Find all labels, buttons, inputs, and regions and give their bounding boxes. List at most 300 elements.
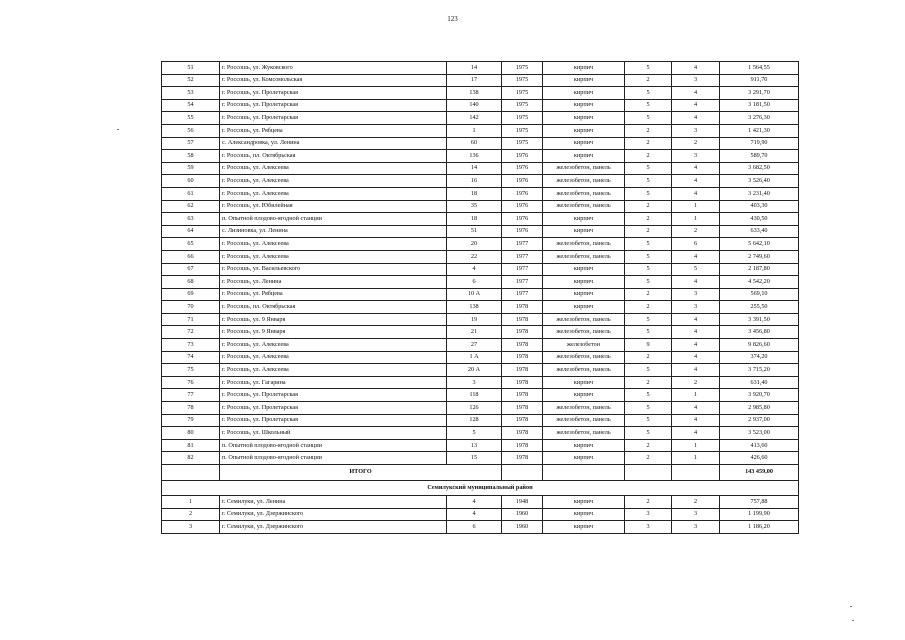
total-area-cell: 255,50	[720, 301, 799, 314]
table-row	[162, 301, 799, 314]
build-year-cell: 1977	[502, 276, 543, 289]
row-number-cell: 51	[162, 62, 220, 75]
row-number-cell: 70	[162, 301, 220, 314]
build-year-cell: 1978	[502, 326, 543, 339]
address-cell: г. Россошь, ул. Пролетарская	[220, 112, 447, 125]
wall-material-cell: кирпич	[543, 496, 625, 509]
total-area-cell: 3 181,50	[720, 99, 799, 112]
total-area-cell: 9 826,60	[720, 339, 799, 352]
floors-count-cell: 2	[625, 496, 672, 509]
table-row	[162, 187, 799, 200]
total-area-cell: 3 456,80	[720, 326, 799, 339]
wall-material-cell: кирпич	[543, 521, 625, 534]
house-number-cell: 27	[447, 339, 502, 352]
entrances-count-cell: 2	[672, 376, 720, 389]
house-number-cell: 4	[447, 496, 502, 509]
build-year-cell: 1976	[502, 225, 543, 238]
table-row	[162, 439, 799, 452]
floors-count-cell: 3	[625, 521, 672, 534]
row-number-cell: 62	[162, 200, 220, 213]
entrances-count-cell: 4	[672, 414, 720, 427]
house-number-cell: 15	[447, 452, 502, 465]
row-number-cell: 1	[162, 496, 220, 509]
table-row	[162, 225, 799, 238]
wall-material-cell: кирпич	[543, 301, 625, 314]
section-title: Семилукский муниципальный район	[162, 481, 799, 496]
house-number-cell: 140	[447, 99, 502, 112]
address-cell: г. Россошь, ул. Алексеева	[220, 162, 447, 175]
address-cell: г. Россошь, ул. Васильевского	[220, 263, 447, 276]
total-area-cell: 719,90	[720, 137, 799, 150]
total-area-cell: 3 920,70	[720, 389, 799, 402]
table-row	[162, 452, 799, 465]
address-cell: г. Россошь, ул. Рябцева	[220, 124, 447, 137]
build-year-cell: 1977	[502, 288, 543, 301]
house-number-cell: 6	[447, 521, 502, 534]
wall-material-cell: железобетон, панель	[543, 414, 625, 427]
table-row	[162, 238, 799, 251]
build-year-cell: 1975	[502, 137, 543, 150]
table-row	[162, 414, 799, 427]
floors-count-cell: 2	[625, 376, 672, 389]
wall-material-cell: кирпич	[543, 87, 625, 100]
address-cell: г. Россошь, ул. Пролетарская	[220, 389, 447, 402]
floors-count-cell: 5	[625, 389, 672, 402]
build-year-cell: 1978	[502, 389, 543, 402]
total-area-cell: 1 564,55	[720, 62, 799, 75]
total-area-cell: 403,30	[720, 200, 799, 213]
floors-count-cell: 5	[625, 112, 672, 125]
table-row	[162, 351, 799, 364]
address-cell: г. Россошь, ул. Пролетарская	[220, 402, 447, 415]
entrances-count-cell: 5	[672, 263, 720, 276]
house-number-cell: 22	[447, 250, 502, 263]
house-number-cell: 13	[447, 439, 502, 452]
address-cell: г. Россошь, ул. Алексеева	[220, 238, 447, 251]
address-cell: п. Опытной плодово-ягодной станции	[220, 213, 447, 226]
total-area-cell: 1 186,20	[720, 521, 799, 534]
build-year-cell: 1978	[502, 376, 543, 389]
row-number-cell: 57	[162, 137, 220, 150]
entrances-count-cell: 3	[672, 288, 720, 301]
table-row	[162, 376, 799, 389]
build-year-cell: 1978	[502, 301, 543, 314]
floors-count-cell: 2	[625, 213, 672, 226]
total-area-cell: 757,88	[720, 496, 799, 509]
floors-count-cell: 5	[625, 87, 672, 100]
table-row	[162, 263, 799, 276]
table-row	[162, 162, 799, 175]
total-area-cell: 2 985,80	[720, 402, 799, 415]
scan-artifact	[852, 620, 854, 621]
house-number-cell: 4	[447, 263, 502, 276]
floors-count-cell: 5	[625, 99, 672, 112]
entrances-count-cell: 2	[672, 137, 720, 150]
entrances-count-cell: 4	[672, 162, 720, 175]
house-number-cell: 118	[447, 389, 502, 402]
build-year-cell: 1948	[502, 496, 543, 509]
table-row	[162, 124, 799, 137]
entrances-count-cell: 4	[672, 62, 720, 75]
entrances-count-cell: 4	[672, 326, 720, 339]
entrances-count-cell: 1	[672, 200, 720, 213]
row-number-cell: 58	[162, 150, 220, 163]
total-area-cell: 631,40	[720, 376, 799, 389]
total-area-cell: 3 523,00	[720, 427, 799, 440]
entrances-count-cell: 3	[672, 150, 720, 163]
table-row	[162, 150, 799, 163]
floors-count-cell: 5	[625, 62, 672, 75]
row-number-cell: 2	[162, 508, 220, 521]
table-row	[162, 213, 799, 226]
entrances-count-cell: 1	[672, 439, 720, 452]
total-area-cell: 3 526,40	[720, 175, 799, 188]
row-number-cell: 60	[162, 175, 220, 188]
wall-material-cell: железобетон, панель	[543, 326, 625, 339]
address-cell: г. Россошь, ул. Алексеева	[220, 364, 447, 377]
build-year-cell: 1978	[502, 339, 543, 352]
floors-count-cell: 9	[625, 339, 672, 352]
floors-count-cell: 5	[625, 238, 672, 251]
address-cell: г. Россошь, ул. Пролетарская	[220, 414, 447, 427]
wall-material-cell: кирпич	[543, 62, 625, 75]
total-empty-cell	[625, 465, 672, 481]
wall-material-cell: кирпич	[543, 213, 625, 226]
total-area-cell: 2 749,60	[720, 250, 799, 263]
build-year-cell: 1978	[502, 351, 543, 364]
build-year-cell: 1976	[502, 162, 543, 175]
row-number-cell: 66	[162, 250, 220, 263]
build-year-cell: 1978	[502, 439, 543, 452]
total-area-cell: 569,10	[720, 288, 799, 301]
total-empty-cell	[502, 465, 543, 481]
entrances-count-cell: 3	[672, 74, 720, 87]
address-cell: г. Россошь, ул. Рябцева	[220, 288, 447, 301]
row-number-cell: 71	[162, 313, 220, 326]
house-number-cell: 4	[447, 508, 502, 521]
house-number-cell: 18	[447, 187, 502, 200]
house-number-cell: 19	[447, 313, 502, 326]
entrances-count-cell: 4	[672, 250, 720, 263]
address-cell: г. Россошь, ул. 9 Января	[220, 313, 447, 326]
row-number-cell: 64	[162, 225, 220, 238]
wall-material-cell: железобетон, панель	[543, 238, 625, 251]
wall-material-cell: кирпич	[543, 276, 625, 289]
row-number-cell: 54	[162, 99, 220, 112]
house-number-cell: 1 А	[447, 351, 502, 364]
build-year-cell: 1976	[502, 200, 543, 213]
table-row	[162, 137, 799, 150]
address-cell: г. Россошь, пл. Октябрьская	[220, 301, 447, 314]
scan-artifact	[117, 129, 119, 130]
entrances-count-cell: 4	[672, 313, 720, 326]
entrances-count-cell: 4	[672, 364, 720, 377]
table-row	[162, 313, 799, 326]
total-empty-cell	[543, 465, 625, 481]
entrances-count-cell: 2	[672, 225, 720, 238]
total-area-cell: 633,40	[720, 225, 799, 238]
entrances-count-cell: 3	[672, 301, 720, 314]
row-number-cell: 52	[162, 74, 220, 87]
wall-material-cell: кирпич	[543, 389, 625, 402]
entrances-count-cell: 4	[672, 87, 720, 100]
house-number-cell: 138	[447, 87, 502, 100]
build-year-cell: 1978	[502, 452, 543, 465]
total-empty-cell	[672, 465, 720, 481]
entrances-count-cell: 4	[672, 99, 720, 112]
wall-material-cell: железобетон, панель	[543, 351, 625, 364]
table-row	[162, 250, 799, 263]
wall-material-cell: железобетон, панель	[543, 402, 625, 415]
house-number-cell: 18	[447, 213, 502, 226]
wall-material-cell: кирпич	[543, 112, 625, 125]
address-cell: г. Семилуки, ул. Дзержинского	[220, 521, 447, 534]
wall-material-cell: кирпич	[543, 99, 625, 112]
address-cell: с. Александровка, ул. Ленина	[220, 137, 447, 150]
floors-count-cell: 3	[625, 508, 672, 521]
total-area-cell: 426,60	[720, 452, 799, 465]
address-cell: п. Опытной плодово-ягодной станции	[220, 439, 447, 452]
entrances-count-cell: 3	[672, 521, 720, 534]
floors-count-cell: 2	[625, 74, 672, 87]
build-year-cell: 1976	[502, 213, 543, 226]
table-row	[162, 74, 799, 87]
scan-artifact	[850, 606, 852, 607]
row-number-cell: 63	[162, 213, 220, 226]
row-number-cell: 65	[162, 238, 220, 251]
house-number-cell: 10 А	[447, 288, 502, 301]
housing-registry-table	[161, 61, 799, 534]
table-row	[162, 62, 799, 75]
address-cell: г. Россошь, ул. Ленина	[220, 276, 447, 289]
wall-material-cell: железобетон, панель	[543, 187, 625, 200]
row-number-cell: 78	[162, 402, 220, 415]
row-number-cell: 61	[162, 187, 220, 200]
entrances-count-cell: 1	[672, 389, 720, 402]
row-number-cell: 75	[162, 364, 220, 377]
row-number-cell: 55	[162, 112, 220, 125]
address-cell: г. Россошь, ул. Алексеева	[220, 250, 447, 263]
address-cell: г. Россошь, ул. Комсомольская	[220, 74, 447, 87]
entrances-count-cell: 4	[672, 276, 720, 289]
section-header-row	[162, 481, 799, 496]
wall-material-cell: кирпич	[543, 225, 625, 238]
total-area-cell: 3 391,50	[720, 313, 799, 326]
wall-material-cell: кирпич	[543, 74, 625, 87]
floors-count-cell: 2	[625, 137, 672, 150]
row-number-cell: 59	[162, 162, 220, 175]
total-area-cell: 911,70	[720, 74, 799, 87]
row-number-cell: 80	[162, 427, 220, 440]
floors-count-cell: 5	[625, 414, 672, 427]
address-cell: г. Семилуки, ул. Ленина	[220, 496, 447, 509]
total-area-cell: 3 276,30	[720, 112, 799, 125]
floors-count-cell: 2	[625, 439, 672, 452]
address-cell: г. Россошь, ул. Гагарина	[220, 376, 447, 389]
wall-material-cell: железобетон, панель	[543, 250, 625, 263]
address-cell: г. Россошь, ул. 9 Января	[220, 326, 447, 339]
entrances-count-cell: 2	[672, 496, 720, 509]
row-number-cell: 82	[162, 452, 220, 465]
build-year-cell: 1975	[502, 62, 543, 75]
table-row	[162, 99, 799, 112]
house-number-cell: 17	[447, 74, 502, 87]
wall-material-cell: кирпич	[543, 452, 625, 465]
total-area-cell: 2 937,00	[720, 414, 799, 427]
total-area-cell: 430,50	[720, 213, 799, 226]
row-number-cell: 3	[162, 521, 220, 534]
floors-count-cell: 2	[625, 150, 672, 163]
row-number-cell: 76	[162, 376, 220, 389]
total-area-cell: 374,20	[720, 351, 799, 364]
address-cell: г. Россошь, ул. Жуковского	[220, 62, 447, 75]
floors-count-cell: 5	[625, 250, 672, 263]
build-year-cell: 1975	[502, 112, 543, 125]
total-area-cell: 2 187,80	[720, 263, 799, 276]
house-number-cell: 35	[447, 200, 502, 213]
row-number-cell: 74	[162, 351, 220, 364]
wall-material-cell: кирпич	[543, 124, 625, 137]
total-area-cell: 4 542,20	[720, 276, 799, 289]
floors-count-cell: 5	[625, 187, 672, 200]
house-number-cell: 6	[447, 276, 502, 289]
table-row	[162, 364, 799, 377]
house-number-cell: 126	[447, 402, 502, 415]
entrances-count-cell: 4	[672, 339, 720, 352]
row-number-cell: 72	[162, 326, 220, 339]
total-area-cell: 3 231,40	[720, 187, 799, 200]
house-number-cell: 14	[447, 62, 502, 75]
row-number-cell: 69	[162, 288, 220, 301]
address-cell: г. Семилуки, ул. Дзержинского	[220, 508, 447, 521]
entrances-count-cell: 4	[672, 187, 720, 200]
entrances-count-cell: 4	[672, 351, 720, 364]
wall-material-cell: кирпич	[543, 288, 625, 301]
total-area-cell: 3 291,70	[720, 87, 799, 100]
wall-material-cell: железобетон, панель	[543, 200, 625, 213]
wall-material-cell: кирпич	[543, 150, 625, 163]
address-cell: г. Россошь, ул. Пролетарская	[220, 99, 447, 112]
wall-material-cell: железобетон, панель	[543, 162, 625, 175]
build-year-cell: 1977	[502, 238, 543, 251]
build-year-cell: 1960	[502, 521, 543, 534]
house-number-cell: 21	[447, 326, 502, 339]
house-number-cell: 3	[447, 376, 502, 389]
address-cell: г. Россошь, ул. Пролетарская	[220, 87, 447, 100]
table-row	[162, 402, 799, 415]
entrances-count-cell: 3	[672, 508, 720, 521]
floors-count-cell: 5	[625, 263, 672, 276]
build-year-cell: 1977	[502, 263, 543, 276]
entrances-count-cell: 4	[672, 112, 720, 125]
floors-count-cell: 2	[625, 288, 672, 301]
entrances-count-cell: 4	[672, 402, 720, 415]
build-year-cell: 1975	[502, 99, 543, 112]
total-area-cell: 5 642,10	[720, 238, 799, 251]
table-row	[162, 112, 799, 125]
row-number-cell: 68	[162, 276, 220, 289]
build-year-cell: 1976	[502, 187, 543, 200]
address-cell: г. Россошь, ул. Алексеева	[220, 175, 447, 188]
wall-material-cell: железобетон, панель	[543, 313, 625, 326]
table-row	[162, 521, 799, 534]
floors-count-cell: 5	[625, 276, 672, 289]
row-number-cell: 53	[162, 87, 220, 100]
wall-material-cell: железобетон, панель	[543, 427, 625, 440]
table-total-section	[162, 465, 799, 496]
house-number-cell: 1	[447, 124, 502, 137]
build-year-cell: 1978	[502, 402, 543, 415]
wall-material-cell: кирпич	[543, 137, 625, 150]
total-empty-cell	[162, 465, 220, 481]
floors-count-cell: 2	[625, 200, 672, 213]
total-area-cell: 3 715,20	[720, 364, 799, 377]
build-year-cell: 1978	[502, 313, 543, 326]
total-value: 143 459,00	[720, 465, 799, 481]
floors-count-cell: 5	[625, 364, 672, 377]
total-area-cell: 3 682,50	[720, 162, 799, 175]
address-cell: г. Россошь, ул. Алексеева	[220, 351, 447, 364]
build-year-cell: 1978	[502, 364, 543, 377]
table-row	[162, 508, 799, 521]
floors-count-cell: 2	[625, 301, 672, 314]
floors-count-cell: 2	[625, 351, 672, 364]
total-area-cell: 1 199,90	[720, 508, 799, 521]
build-year-cell: 1978	[502, 427, 543, 440]
total-row	[162, 465, 799, 481]
build-year-cell: 1976	[502, 150, 543, 163]
house-number-cell: 128	[447, 414, 502, 427]
wall-material-cell: железобетон, панель	[543, 364, 625, 377]
table-row	[162, 175, 799, 188]
total-label: ИТОГО	[220, 465, 502, 481]
entrances-count-cell: 4	[672, 175, 720, 188]
house-number-cell: 60	[447, 137, 502, 150]
row-number-cell: 81	[162, 439, 220, 452]
wall-material-cell: кирпич	[543, 263, 625, 276]
table-row	[162, 200, 799, 213]
table-row	[162, 87, 799, 100]
row-number-cell: 73	[162, 339, 220, 352]
build-year-cell: 1975	[502, 74, 543, 87]
wall-material-cell: железобетон	[543, 339, 625, 352]
house-number-cell: 138	[447, 301, 502, 314]
entrances-count-cell: 1	[672, 452, 720, 465]
table-row	[162, 339, 799, 352]
build-year-cell: 1978	[502, 414, 543, 427]
entrances-count-cell: 3	[672, 124, 720, 137]
address-cell: с. Лизиновка, ул. Ленина	[220, 225, 447, 238]
wall-material-cell: кирпич	[543, 508, 625, 521]
house-number-cell: 142	[447, 112, 502, 125]
wall-material-cell: железобетон, панель	[543, 175, 625, 188]
wall-material-cell: кирпич	[543, 376, 625, 389]
row-number-cell: 67	[162, 263, 220, 276]
table-row	[162, 326, 799, 339]
table-row	[162, 427, 799, 440]
floors-count-cell: 2	[625, 452, 672, 465]
address-cell: г. Россошь, ул. Юбилейная	[220, 200, 447, 213]
build-year-cell: 1976	[502, 175, 543, 188]
house-number-cell: 20 А	[447, 364, 502, 377]
address-cell: г. Россошь, ул. Школьный	[220, 427, 447, 440]
floors-count-cell: 5	[625, 326, 672, 339]
floors-count-cell: 5	[625, 313, 672, 326]
floors-count-cell: 5	[625, 162, 672, 175]
table-row	[162, 288, 799, 301]
build-year-cell: 1960	[502, 508, 543, 521]
table-row	[162, 276, 799, 289]
